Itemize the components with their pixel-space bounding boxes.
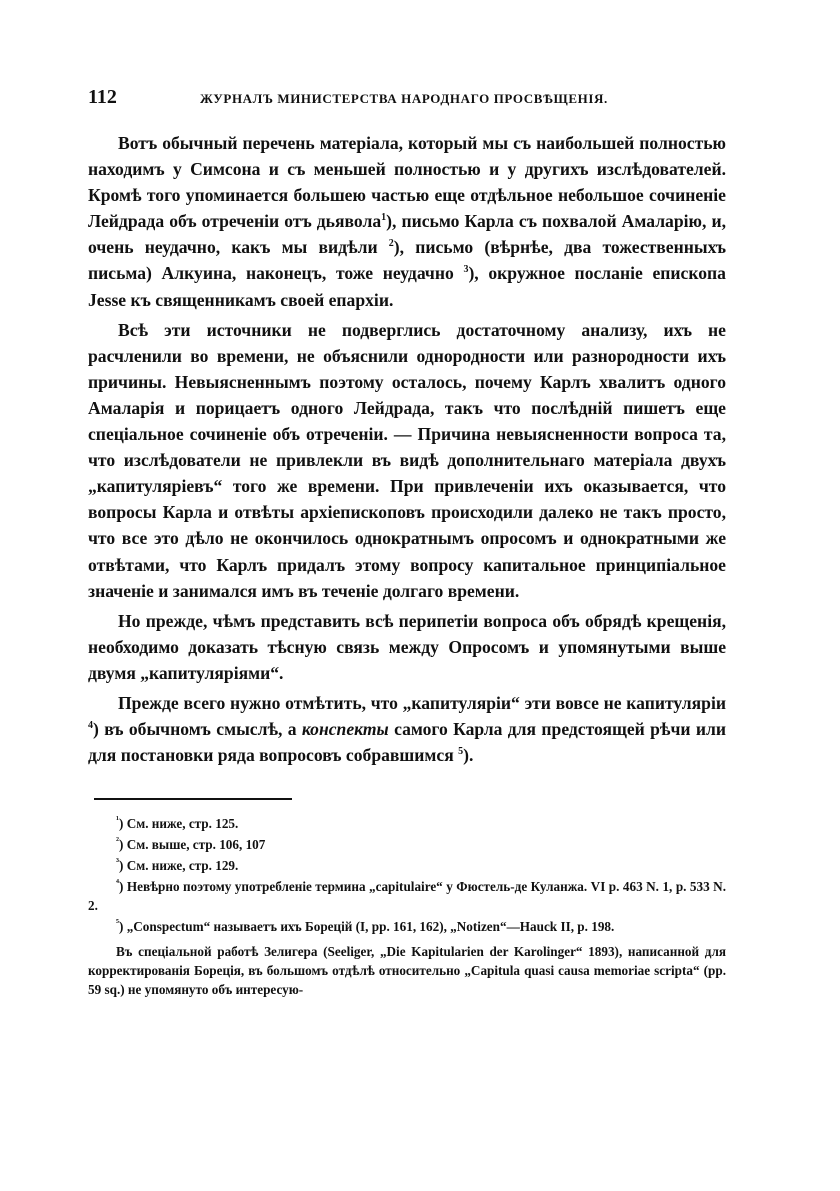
footnote-ref-3: 3 [463, 264, 469, 276]
page-header [88, 86, 726, 110]
footnote-text: ) См. выше, стр. 106, 107 [119, 837, 266, 853]
footnote-mark: ³ [116, 856, 119, 868]
footnote-3 [88, 856, 726, 875]
main-text [88, 130, 726, 768]
text-run: ), письмо (вѣрнѣе, два тожественныхъ письма) Алкуина, наконецъ, тоже неудачно [88, 237, 726, 284]
book-page [88, 86, 726, 999]
footnote-mark: ² [116, 835, 119, 847]
text-run: ). [463, 745, 474, 766]
footnote-separator [94, 798, 292, 800]
footnote-ref-2: 2 [388, 238, 394, 250]
text-run: ), письмо Карла съ похвалой Амаларію, и, очень неудачно, какъ мы видѣли [88, 211, 726, 258]
footnotes [88, 814, 726, 999]
running-title: ЖУРНАЛЪ МИНИСТЕРСТВА НАРОДНАГО ПРОСВѢЩЕНІЯ. [200, 91, 608, 106]
footnote-text: ) Невѣрно поэтому употребленіе термина „capitulaire“ у Фюстель-де Куланжа. VI p. 463 N. 1, p. 533 N. 2. [88, 879, 726, 914]
footnote-ref-5: 5 [458, 746, 464, 758]
footnote-1 [88, 814, 726, 833]
footnote-mark: ⁴ [116, 877, 119, 889]
footnote-mark: ⁵ [116, 917, 119, 929]
footnote-5 [88, 917, 726, 936]
footnote-continuation: Въ спеціальной работѣ Зелигера (Seeliger, „Die Kapitularien der Karolinger“ 1893), написанной для корректированія Бореція, въ большомъ отдѣлѣ относительно „Capitula quasi causa memoriae scripta“ (pp. 59 sq.) не упомянуто объ интересую- [88, 944, 726, 998]
text-run: Прежде всего нужно отмѣтить, что „капитуляріи“ эти вовсе не капитуляріи [118, 692, 726, 713]
footnote-text: ) См. ниже, стр. 125. [119, 816, 239, 832]
text-run: Вотъ обычный перечень матеріала, который мы съ наибольшей полностью находимъ у Симсона и съ меньшей полностью и у другихъ изслѣдователей. Кромѣ того упоминается большею частью еще отдѣльное небольшое сочиненіе Лейдрада объ отреченіи отъ дьявола [88, 133, 726, 232]
footnote-ref-4: 4 [88, 720, 93, 732]
footnote-text: ) „Conspectum“ называетъ ихъ Борецій (I, pp. 161, 162), „Notizen“—Hauck II, p. 198. [119, 919, 615, 935]
text-run: ) въ обычномъ смыслѣ, а [93, 719, 297, 740]
text-run: самого Карла для предстоящей рѣчи или для постановки ряда вопросовъ собравшимся [88, 719, 727, 766]
paragraph-1 [88, 130, 726, 313]
paragraph-3: Но прежде, чѣмъ представить всѣ перипетіи вопроса объ обрядѣ крещенія, необходимо доказать тѣсную связь между Опросомъ и упомянутыми выше двумя „капитуляріями“. [88, 610, 726, 683]
footnote-4 [88, 877, 726, 915]
page-number: 112 [88, 86, 117, 108]
footnote-mark: ¹ [116, 814, 119, 826]
footnote-2 [88, 835, 726, 854]
paragraph-4 [88, 690, 726, 768]
paragraph-2: Всѣ эти источники не подверглись достаточному анализу, ихъ не расчленили во времени, не объяснили однородности или разнородности ихъ причины. Невыясненнымъ поэтому осталось, почему Карлъ хвалитъ одного Амаларія и порицаетъ одного Лейдрада, такъ что послѣдній пишетъ еще спеціальное сочиненіе объ отреченіи. — Причина невыясненности вопроса та, что изслѣдователи не привлекли въ видѣ дополнительнаго матеріала двухъ „капитуляріевъ“ того же времени. При привлеченіи ихъ оказывается, что вопросы Карла и отвѣты архіепископовъ происходили далеко не такъ просто, что все это дѣло не окончилось однократнымъ опросомъ и однократными же отвѣтами, что Карлъ придалъ этому вопросу капитальное принципіальное значеніе и занимался имъ въ теченіе долгаго времени. [88, 319, 726, 601]
text-run: ), окружное посланіе епископа Jesse къ священникамъ своей епархіи. [88, 263, 726, 310]
emphasized-word: конспекты [301, 719, 389, 740]
footnote-ref-1: 1 [381, 212, 387, 224]
footnote-text: ) См. ниже, стр. 129. [119, 858, 239, 874]
